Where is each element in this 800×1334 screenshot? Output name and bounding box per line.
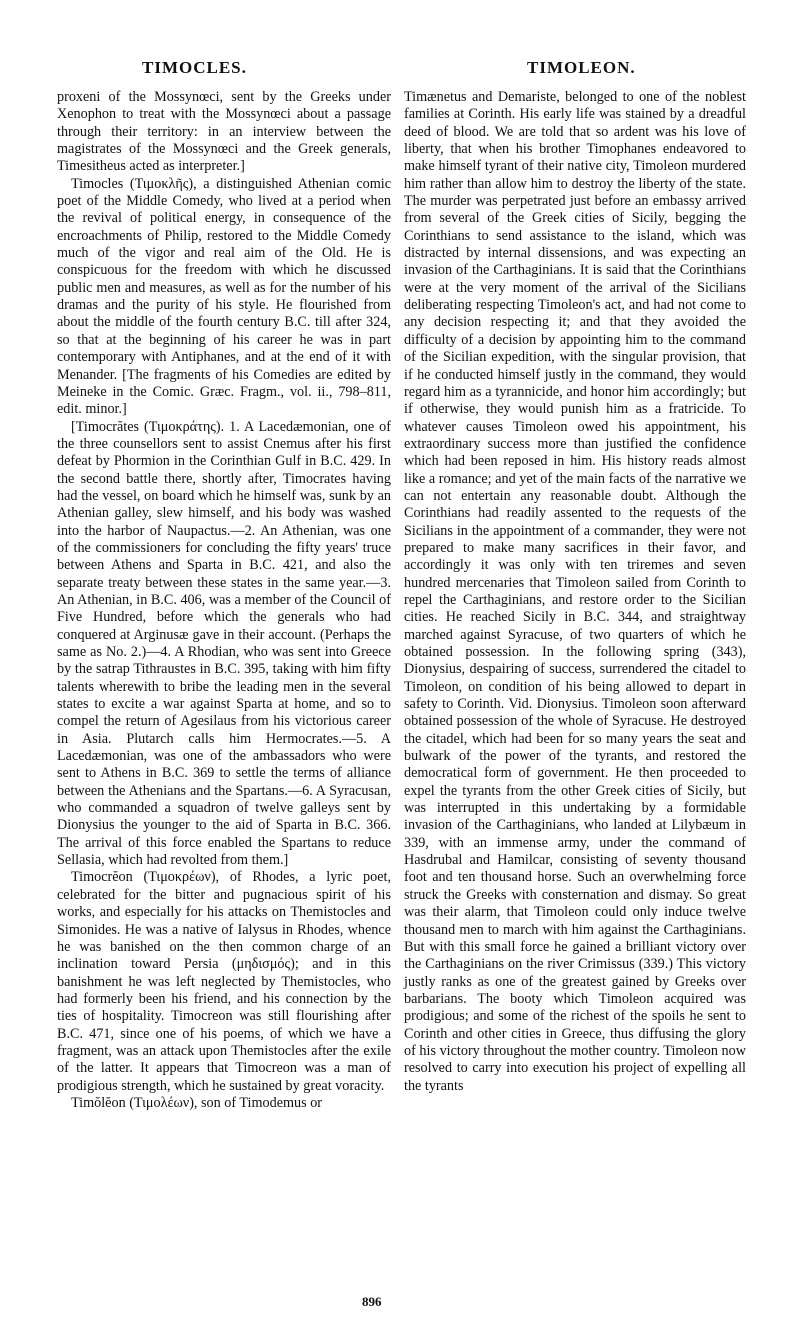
- paragraph: [Timocrătes (Τιμοκράτης). 1. A Lacedæmonian, one of the three counsellors sent to assist Cnemus after his first defeat by Phormion in the Corinthian Gulf in B.C. 429. In the second battle there, shortly after, Timocrates having had the vessel, on board which he himself was, sunk by an Athenian galley, slew himself, and his body was washed into the harbor of Naupactus.—2. An Athenian, was one of the commissioners for concluding the fifty years' truce between Athens and Sparta in B.C. 421, and also the separate treaty between these states in the same year.—3. An Athenian, in B.C. 406, was a member of the Council of Five Hundred, before which the generals who had conquered at Arginusæ gave in their account. (Perhaps the same as No. 2.)—4. A Rhodian, who was sent into Greece by the satrap Tithraustes in B.C. 395, taking with him fifty talents wherewith to bribe the leading men in the several states to excite a war against Sparta at home, and so to compel the return of Agesilaus from his victorious career in Asia. Plutarch calls him Hermocrates.—5. A Lacedæmonian, was one of the ambassadors who were sent to Athens in B.C. 369 to settle the terms of alliance between the Athenians and the Spartans.—6. A Syracusan, who commanded a squadron of twelve galleys sent by Dionysius the younger to the aid of Sparta in B.C. 366. The arrival of this force enabled the Spartans to reduce Sellasia, which had revolted from them.]: [57, 418, 391, 869]
- paragraph: proxeni of the Mossynœci, sent by the Greeks under Xenophon to treat with the Mossynœci about a passage through their territory: in an interview between the magistrates of the Mossynœci and the Greek generals, Timesitheus acted as interpreter.]: [57, 89, 391, 175]
- paragraph: Timocles (Τιμοκλῆς), a distinguished Athenian comic poet of the Middle Comedy, who lived at a period when the revival of political energy, in consequence of the encroachments of Philip, restored to the Middle Comedy much of the vigor and real aim of the Old. He is conspicuous for the freedom with which he discussed public men and measures, as well as for the number of his dramas and the purity of his style. He flourished from about the middle of the fourth century B.C. till after 324, so that at the beginning of his career he was in part contemporary with Antiphanes, and at the end of it with Menander. [The fragments of his Comedies are edited by Meineke in the Comic. Græc. Fragm., vol. ii., 798–811, edit. minor.]: [57, 175, 391, 418]
- header-left: TIMOCLES.: [142, 58, 247, 77]
- paragraph: Timŏlĕon (Τιμολέων), son of Timodemus or: [71, 1094, 323, 1111]
- page-number: 896: [362, 1294, 382, 1309]
- right-column: [404, 89, 746, 1095]
- left-column: [57, 89, 391, 1112]
- paragraph: Timocrĕon (Τιμοκρέων), of Rhodes, a lyric poet, celebrated for the bitter and pugnacious spirit of his works, and especially for his attacks on Themistocles and Simonides. He was a native of Ialysus in Rhodes, whence he was banished on the then common charge of an inclination toward Persia (μηδισμός); and in this banishment he was left neglected by Themistocles, who had formerly been his friend, and his connection by the ties of hospitality. Timocreon was still flourishing after B.C. 471, since one of his poems, of which we have a fragment, was an attack upon Themistocles after the exile of the latter. It appears that Timocreon was a man of prodigious strength, which he sustained by great voracity.: [57, 869, 391, 1094]
- running-header: [0, 58, 800, 82]
- page-footer: [0, 1294, 800, 1314]
- header-right: TIMOLEON.: [527, 58, 636, 77]
- paragraph: Timænetus and Demariste, belonged to one of the noblest families at Corinth. His early life was stained by a dreadful deed of blood. We are told that so ardent was his love of liberty, that when his brother Timophanes endeavored to make himself tyrant of their native city, Timoleon murdered him rather than allow him to destroy the liberty of the state. The murder was perpetrated just before an embassy arrived from several of the Greek cities of Sicily, begging the Corinthians to send assistance to the island, which was distracted by internal dissensions, and was expecting an invasion of the Carthaginians. It is said that the Corinthians were at the very moment of the arrival of the Sicilians deliberating respecting Timoleon's act, and had not come to any decision respecting it; and that they avoided the difficulty of a decision by appointing him to the command of the Sicilian expedition, with the singular provision, that if he conducted himself justly in the command, they would regard him as a tyrannicide, and honor him accordingly; but if otherwise, they would punish him as a fratricide. To whatever causes Timoleon owed his appointment, his extraordinary success more than justified the confidence which had been reposed in him. His history reads almost like a romance; and yet of the main facts of the narrative we can not entertain any reasonable doubt. Although the Corinthians had readily assented to the requests of the Sicilians in the appointment of a commander, they were not prepared to make many sacrifices in their favor, and accordingly it was only with ten triremes and seven hundred mercenaries that Timoleon sailed from Corinth to repel the Carthaginians, and restore order to the Sicilian cities. He reached Sicily in B.C. 344, and straightway marched against Syracuse, of two quarters of which he obtained possession. In the following spring (343), Dionysius, despairing of success, surrendered the citadel to Timoleon, on condition of his being allowed to depart in safety to Corinth. Vid. Dionysius. Timoleon soon afterward obtained possession of the whole of Syracuse. He destroyed the citadel, which had been for so many years the seat and bulwark of the power of the tyrants, and restored the democratical form of government. He then proceeded to expel the tyrants from the other Greek cities of Sicily, but was interrupted in this undertaking by a formidable invasion of the Carthaginians, who landed at Lilybæum in 339, with an immense army, under the command of Hasdrubal and Hamilcar, consisting of seventy thousand foot and ten thousand horse. Such an overwhelming force struck the Greeks with consternation and dismay. So great was their alarm, that Timoleon could only induce twelve thousand men to march with him against the Carthaginians. But with this small force he gained a brilliant victory over the Carthaginians on the river Crimissus (339.) This victory justly ranks as one of the greatest gained by Greeks over barbarians. The booty which Timoleon acquired was prodigious; and some of the richest of the spoils he sent to Corinth and other cities in Greece, thus diffusing the glory of his victory throughout the mother country. Timoleon now resolved to carry into execution his project of expelling all the tyrants: [404, 89, 746, 1094]
